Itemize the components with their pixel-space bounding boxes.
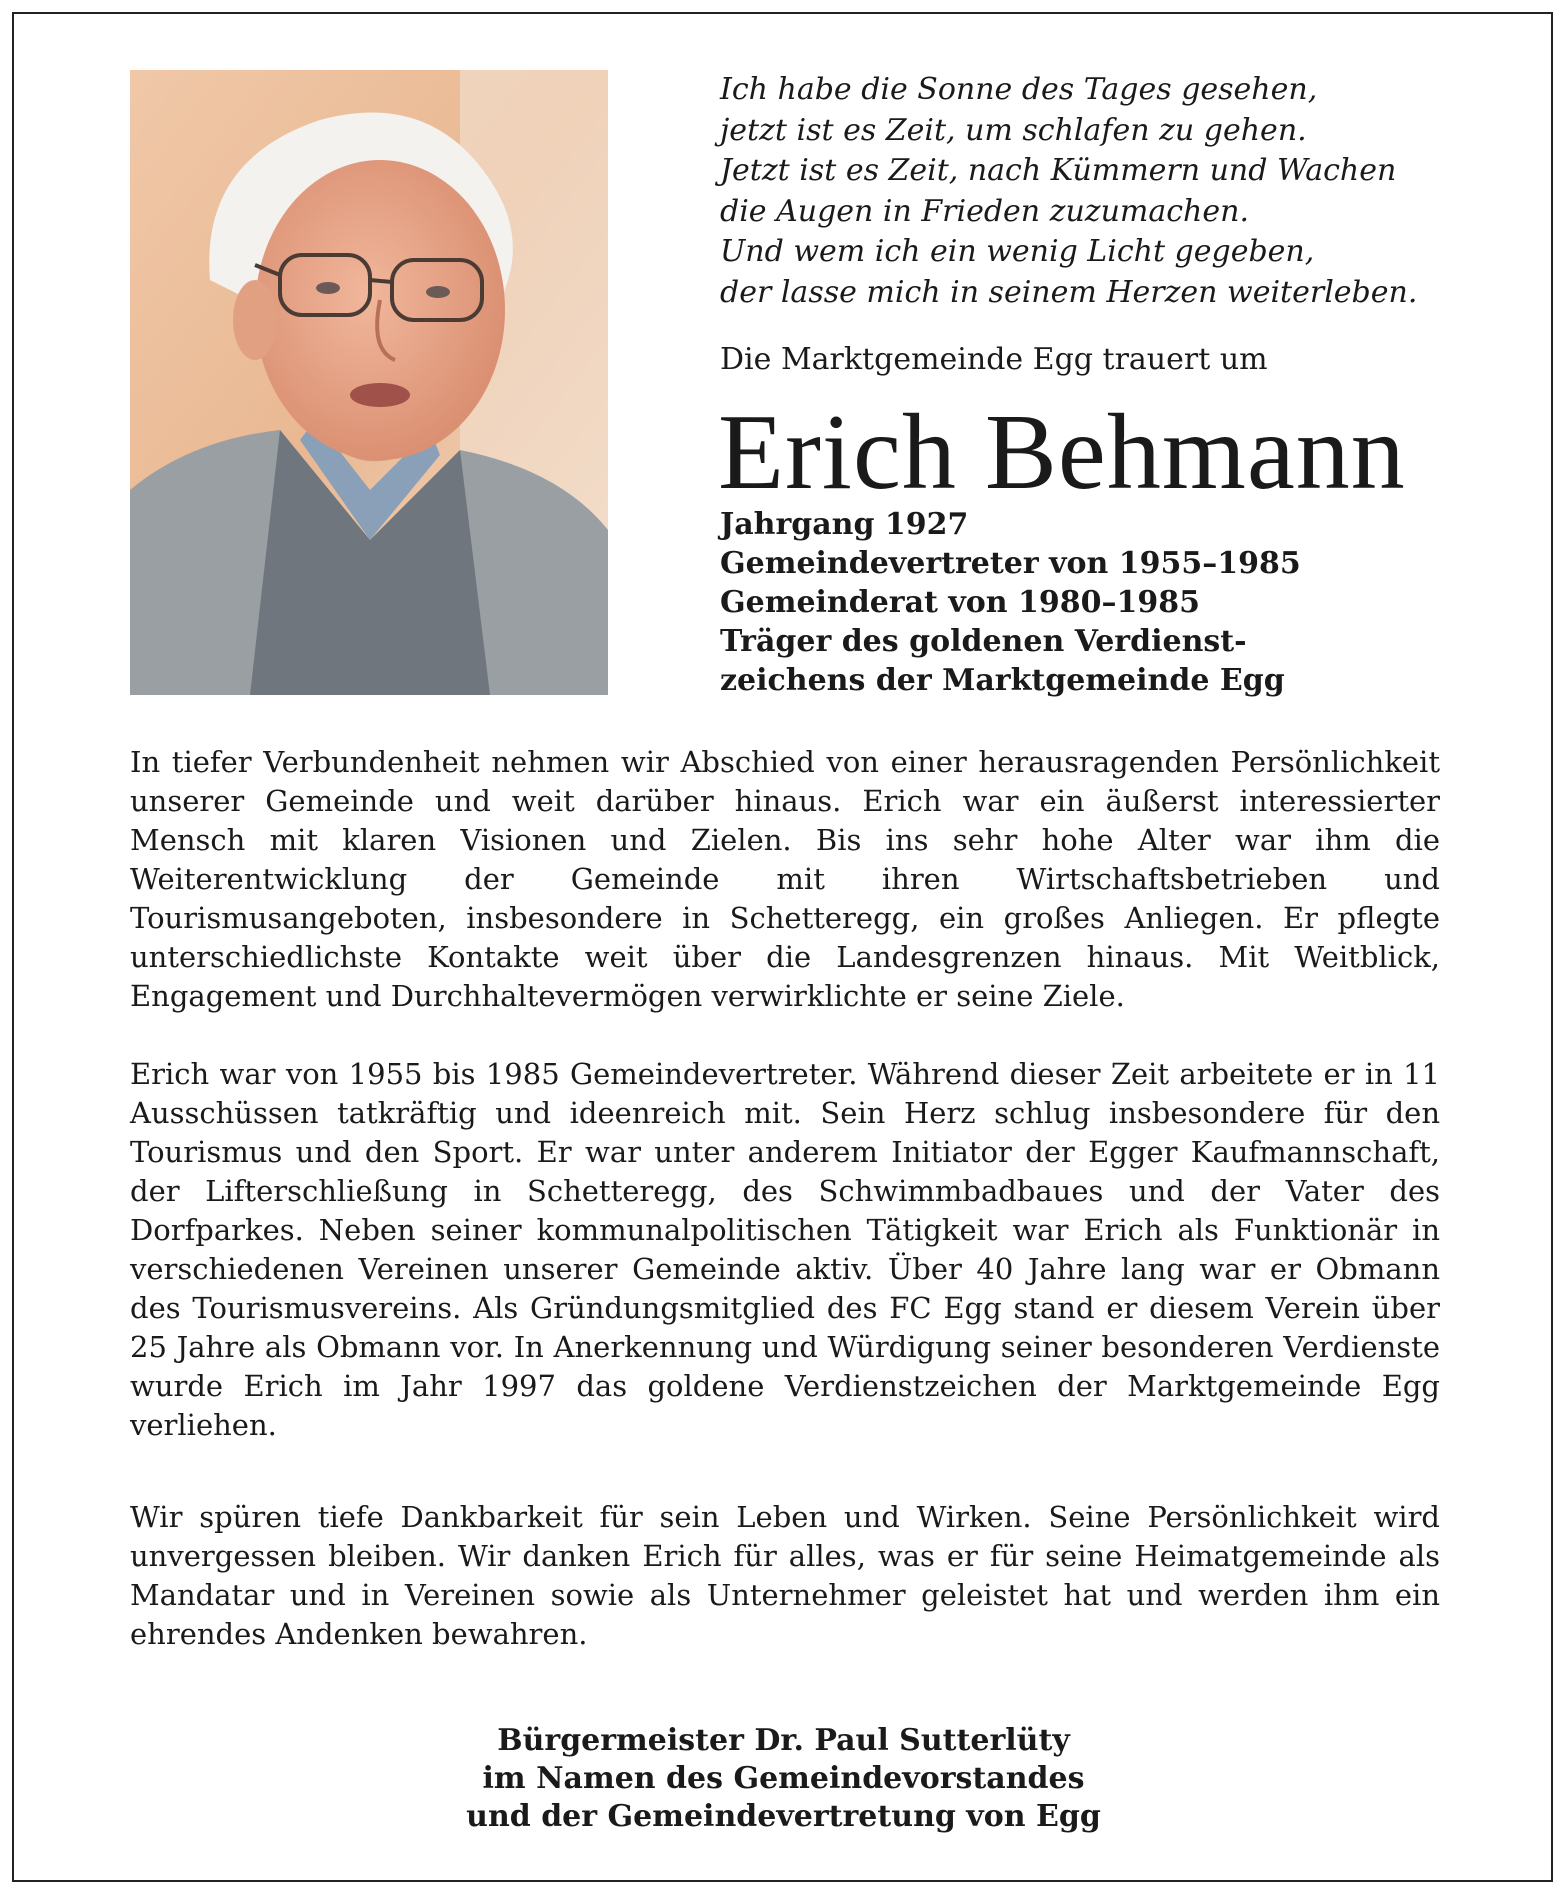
poem — [720, 70, 1510, 313]
portrait-photo — [130, 70, 608, 695]
mourning-line: Die Marktgemeinde Egg trauert um — [720, 342, 1268, 377]
fact-line: Gemeinderat von 1980–1985 — [720, 585, 1201, 620]
deceased-name: Erich Behmann — [718, 393, 1406, 512]
poem-line: der lasse mich in seinem Herzen weiterleben. — [720, 274, 1418, 310]
biography-facts — [720, 505, 1301, 700]
signature-block — [0, 1722, 1567, 1836]
fact-line: zeichens der Marktgemeinde Egg — [720, 663, 1285, 698]
poem-line: die Augen in Frieden zuzumachen. — [720, 193, 1249, 229]
poem-line: Und wem ich ein wenig Licht gegeben, — [720, 234, 1315, 269]
signature-line: und der Gemeindevertretung von Egg — [466, 1799, 1101, 1834]
paragraph-farewell: In tiefer Verbundenheit nehmen wir Abschied von einer herausragenden Persönlichkeit unserer Gemeinde und weit darüber hinaus. Erich war ein äußerst interessierter Mensch mit klaren Visionen und Zielen. Bis ins sehr hohe Alter war ihm die Weiterentwicklung der Gemeinde mit ihren Wirtschaftsbetrieben und Tourismusangeboten, insbesondere in Schetteregg, ein großes Anliegen. Er pflegte unterschiedlichste Kontakte weit über die Landesgrenzen hinaus. Mit Weitblick, Engagement und Durchhaltevermögen verwirklichte er seine Ziele. — [130, 745, 1440, 1013]
paragraph-gratitude: Wir spüren tiefe Dankbarkeit für sein Leben und Wirken. Seine Persönlichkeit wird unvergessen bleiben. Wir danken Erich für alles, was er für seine Heimatgemeinde als Mandatar und in Vereinen sowie als Unternehmer geleistet hat und werden ihm ein ehrendes Andenken bewahren. — [130, 1500, 1440, 1651]
poem-line: Jetzt ist es Zeit, nach Kümmern und Wachen — [720, 153, 1397, 188]
poem-line: jetzt ist es Zeit, um schlafen zu gehen. — [720, 112, 1307, 148]
paragraph-career: Erich war von 1955 bis 1985 Gemeindevertreter. Während dieser Zeit arbeitete er in 11 Ausschüssen tatkräftig und ideenreich mit. Sein Herz schlug insbesondere für den Tourismus und den Sport. Er war unter anderem Initiator der Egger Kaufmannschaft, der Lifterschließung in Schetteregg, des Schwimmbadbaues und der Vater des Dorfparkes. Neben seiner kommunalpolitischen Tätigkeit war Erich als Funktionär in verschiedenen Vereinen unserer Gemeinde aktiv. Über 40 Jahre lang war er Obmann des Tourismusvereins. Als Gründungsmitglied des FC Egg stand er diesem Verein über 25 Jahre als Obmann vor. In Anerkennung und Würdigung seiner besonderen Verdienste wurde Erich im Jahr 1997 das goldene Verdienstzeichen der Marktgemeinde Egg verliehen. — [130, 1057, 1440, 1442]
fact-line: Träger des goldenen Verdienst- — [720, 624, 1247, 659]
poem-line: Ich habe die Sonne des Tages gesehen, — [720, 72, 1318, 107]
signature-line: im Namen des Gemeindevorstandes — [482, 1761, 1085, 1796]
fact-line: Jahrgang 1927 — [720, 507, 969, 542]
fact-line: Gemeindevertreter von 1955–1985 — [720, 546, 1301, 581]
signature-line: Bürgermeister Dr. Paul Sutterlüty — [497, 1723, 1070, 1758]
